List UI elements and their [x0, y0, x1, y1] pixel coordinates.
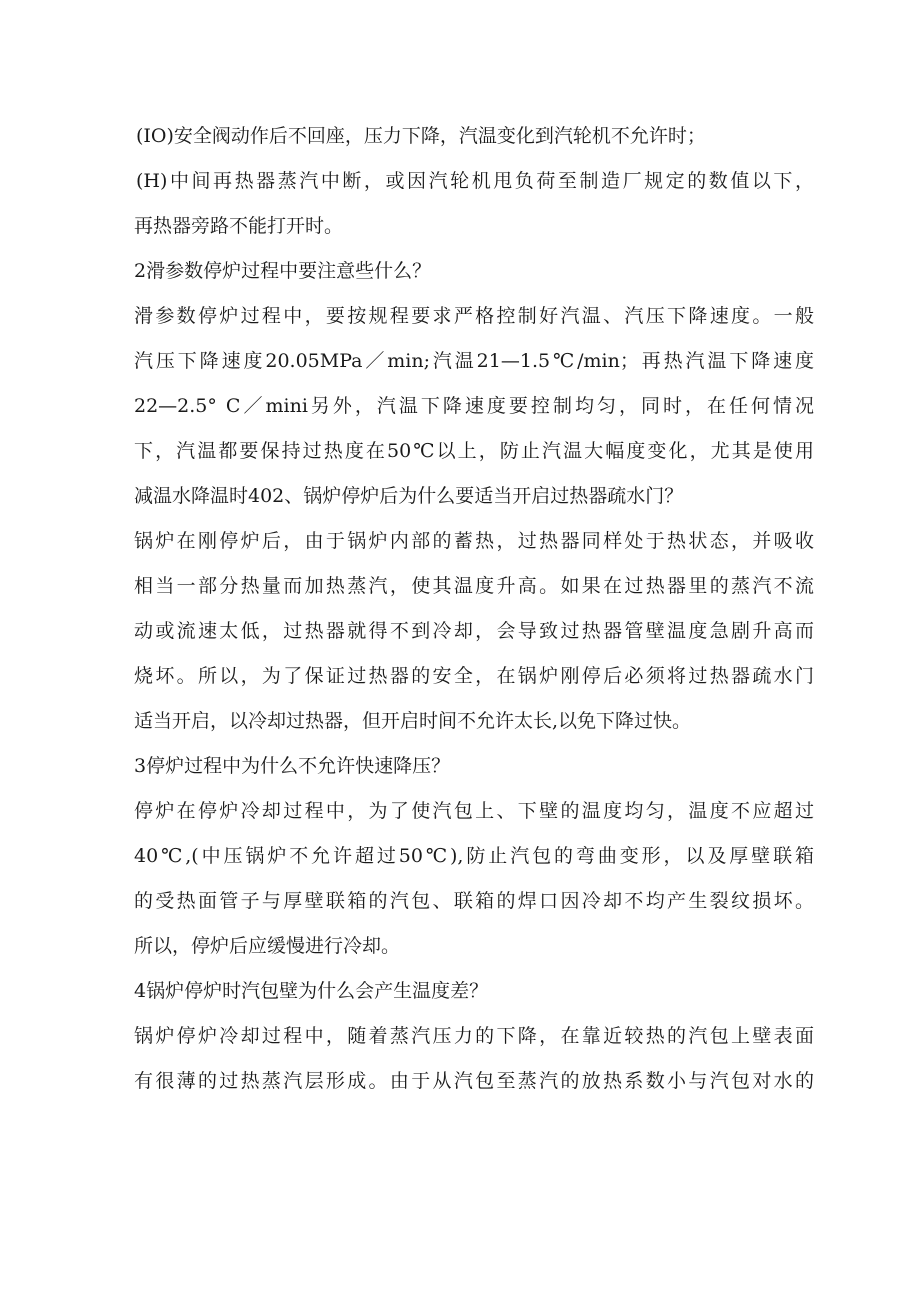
text-line: 22—2.5° C／mini另外，汽温下降速度要控制均匀，同时，在任何情况 [134, 395, 814, 417]
text-line: 适当开启，以冷却过热器，但开启时间不允许太长,以免下降过快。 [134, 710, 692, 732]
text-line: 锅炉在刚停炉后，由于锅炉内部的蓄热，过热器同样处于热状态，并吸收 [134, 530, 814, 552]
text-line: 下，汽温都要保持过热度在50℃以上，防止汽温大幅度变化，尤其是使用 [134, 440, 814, 462]
text-line: 烧坏。所以，为了保证过热器的安全，在锅炉刚停后必须将过热器疏水门 [134, 665, 814, 687]
text-line: 相当一部分热量而加热蒸汽，使其温度升高。如果在过热器里的蒸汽不流 [134, 575, 814, 597]
text-line: 滑参数停炉过程中，要按规程要求严格控制好汽温、汽压下降速度。一般 [134, 305, 814, 327]
question-heading: 2滑参数停炉过程中要注意些什么？ [134, 260, 432, 282]
text-line: 停炉在停炉冷却过程中，为了使汽包上、下壁的温度均匀，温度不应超过 [134, 800, 814, 822]
text-line: (H)中间再热器蒸汽中断，或因汽轮机甩负荷至制造厂规定的数值以下， [136, 170, 814, 192]
text-line: 的受热面管子与厚壁联箱的汽包、联箱的焊口因冷却不均产生裂纹损坏。 [134, 890, 814, 912]
text-line: 所以，停炉后应缓慢进行冷却。 [134, 935, 401, 957]
text-line: 汽压下降速度20.05MPa／min;汽温21—1.5℃/min；再热汽温下降速度 [134, 350, 814, 372]
text-line: 锅炉停炉冷却过程中，随着蒸汽压力的下降，在靠近较热的汽包上壁表面 [134, 1025, 814, 1047]
text-line: 动或流速太低，过热器就得不到冷却，会导致过热器管壁温度急剧升高而 [134, 620, 814, 642]
text-line: 减温水降温时402、锅炉停炉后为什么要适当开启过热器疏水门？ [134, 485, 684, 507]
text-line: 40℃,(中压锅炉不允许超过50℃),防止汽包的弯曲变形，以及厚壁联箱 [134, 845, 814, 867]
question-heading: 3停炉过程中为什么不允许快速降压？ [134, 755, 451, 777]
text-line: 有很薄的过热蒸汽层形成。由于从汽包至蒸汽的放热系数小与汽包对水的 [134, 1070, 814, 1092]
text-line: 再热器旁路不能打开时。 [134, 215, 344, 237]
document-body [134, 114, 814, 1104]
text-line: (IO)安全阀动作后不回座，压力下降，汽温变化到汽轮机不允许时； [136, 125, 706, 147]
question-heading: 4锅炉停炉时汽包壁为什么会产生温度差？ [134, 980, 489, 1002]
